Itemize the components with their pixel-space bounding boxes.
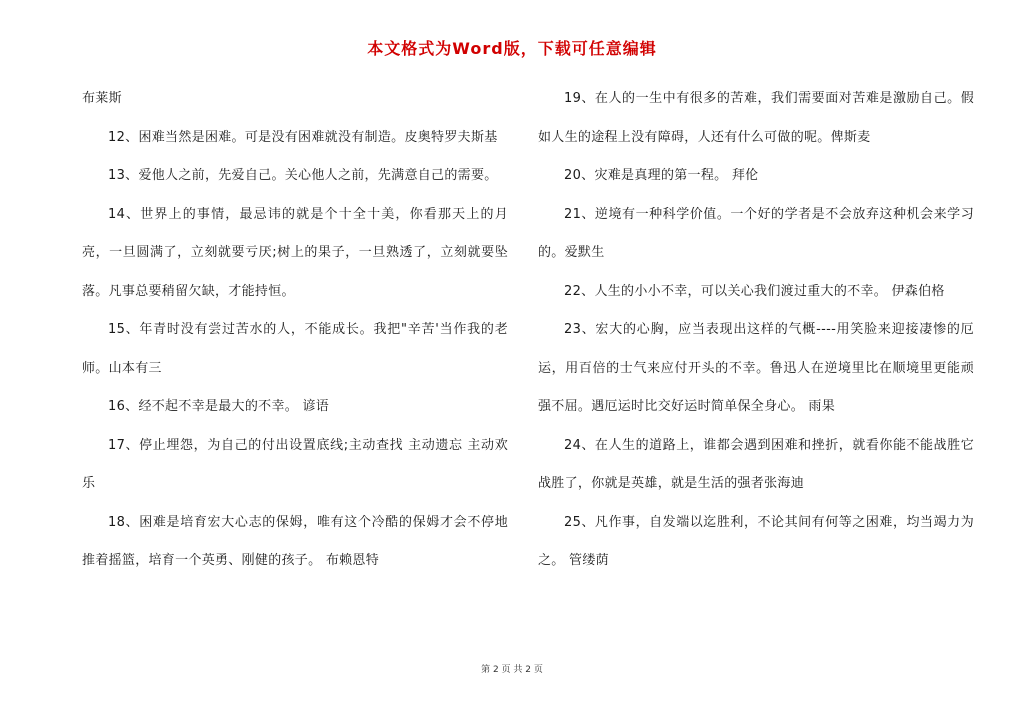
quote-paragraph-13: 13、爱他人之前，先爱自己。关心他人之前，先满意自己的需要。 [108, 168, 498, 183]
quote-paragraph-25: 25、凡作事，自发端以迄胜利，不论其间有何等之困难，均当竭力为之。 管缕荫 [538, 514, 974, 568]
page-number-footer: 第 2 页 共 2 页 [481, 665, 543, 675]
right-column [538, 80, 974, 581]
quote-paragraph-21: 21、逆境有一种科学价值。一个好的学者是不会放弃这种机会来学习的。爱默生 [538, 206, 974, 260]
quote-paragraph-20: 20、灾难是真理的第一程。 拜伦 [564, 168, 759, 183]
left-column [82, 80, 508, 581]
quote-paragraph-23: 23、宏大的心胸，应当表现出这样的气概----用笑脸来迎接凄惨的厄运，用百倍的士气来应付开头的不幸。鲁迅人在逆境里比在顺境里更能顽强不屈。遇厄运时比交好运时简单保全身心。 雨果 [538, 322, 974, 414]
paragraph-continuation: 布莱斯 [82, 91, 122, 106]
quote-paragraph-18: 18、困难是培育宏大心志的保姆，唯有这个冷酷的保姆才会不停地推着摇篮，培育一个英勇、刚健的孩子。 布赖恩特 [82, 514, 508, 568]
quote-paragraph-14: 14、世界上的事情，最忌讳的就是个十全十美，你看那天上的月亮，一旦圆满了，立刻就要亏厌;树上的果子，一旦熟透了，立刻就要坠落。凡事总要稍留欠缺，才能持恒。 [82, 206, 508, 299]
quote-paragraph-16: 16、经不起不幸是最大的不幸。 谚语 [108, 399, 330, 414]
document-header-title: 本文格式为Word版，下载可任意编辑 [367, 39, 657, 58]
quote-paragraph-17: 17、停止埋怨，为自己的付出设置底线;主动查找 主动遗忘 主动欢乐 [82, 437, 508, 491]
quote-paragraph-12: 12、困难当然是困难。可是没有困难就没有制造。皮奥特罗夫斯基 [108, 129, 498, 145]
quote-paragraph-19: 19、在人的一生中有很多的苦难，我们需要面对苦难是激励自己。假如人生的途程上没有障碍，人还有什么可做的呢。俾斯麦 [538, 91, 974, 145]
quote-paragraph-24: 24、在人生的道路上，谁都会遇到困难和挫折，就看你能不能战胜它战胜了，你就是英雄，就是生活的强者张海迪 [538, 437, 974, 491]
quote-paragraph-15: 15、年青时没有尝过苦水的人，不能成长。我把"辛苦'当作我的老师。山本有三 [82, 322, 508, 376]
quote-paragraph-22: 22、人生的小小不幸，可以关心我们渡过重大的不幸。 伊森伯格 [564, 283, 945, 299]
